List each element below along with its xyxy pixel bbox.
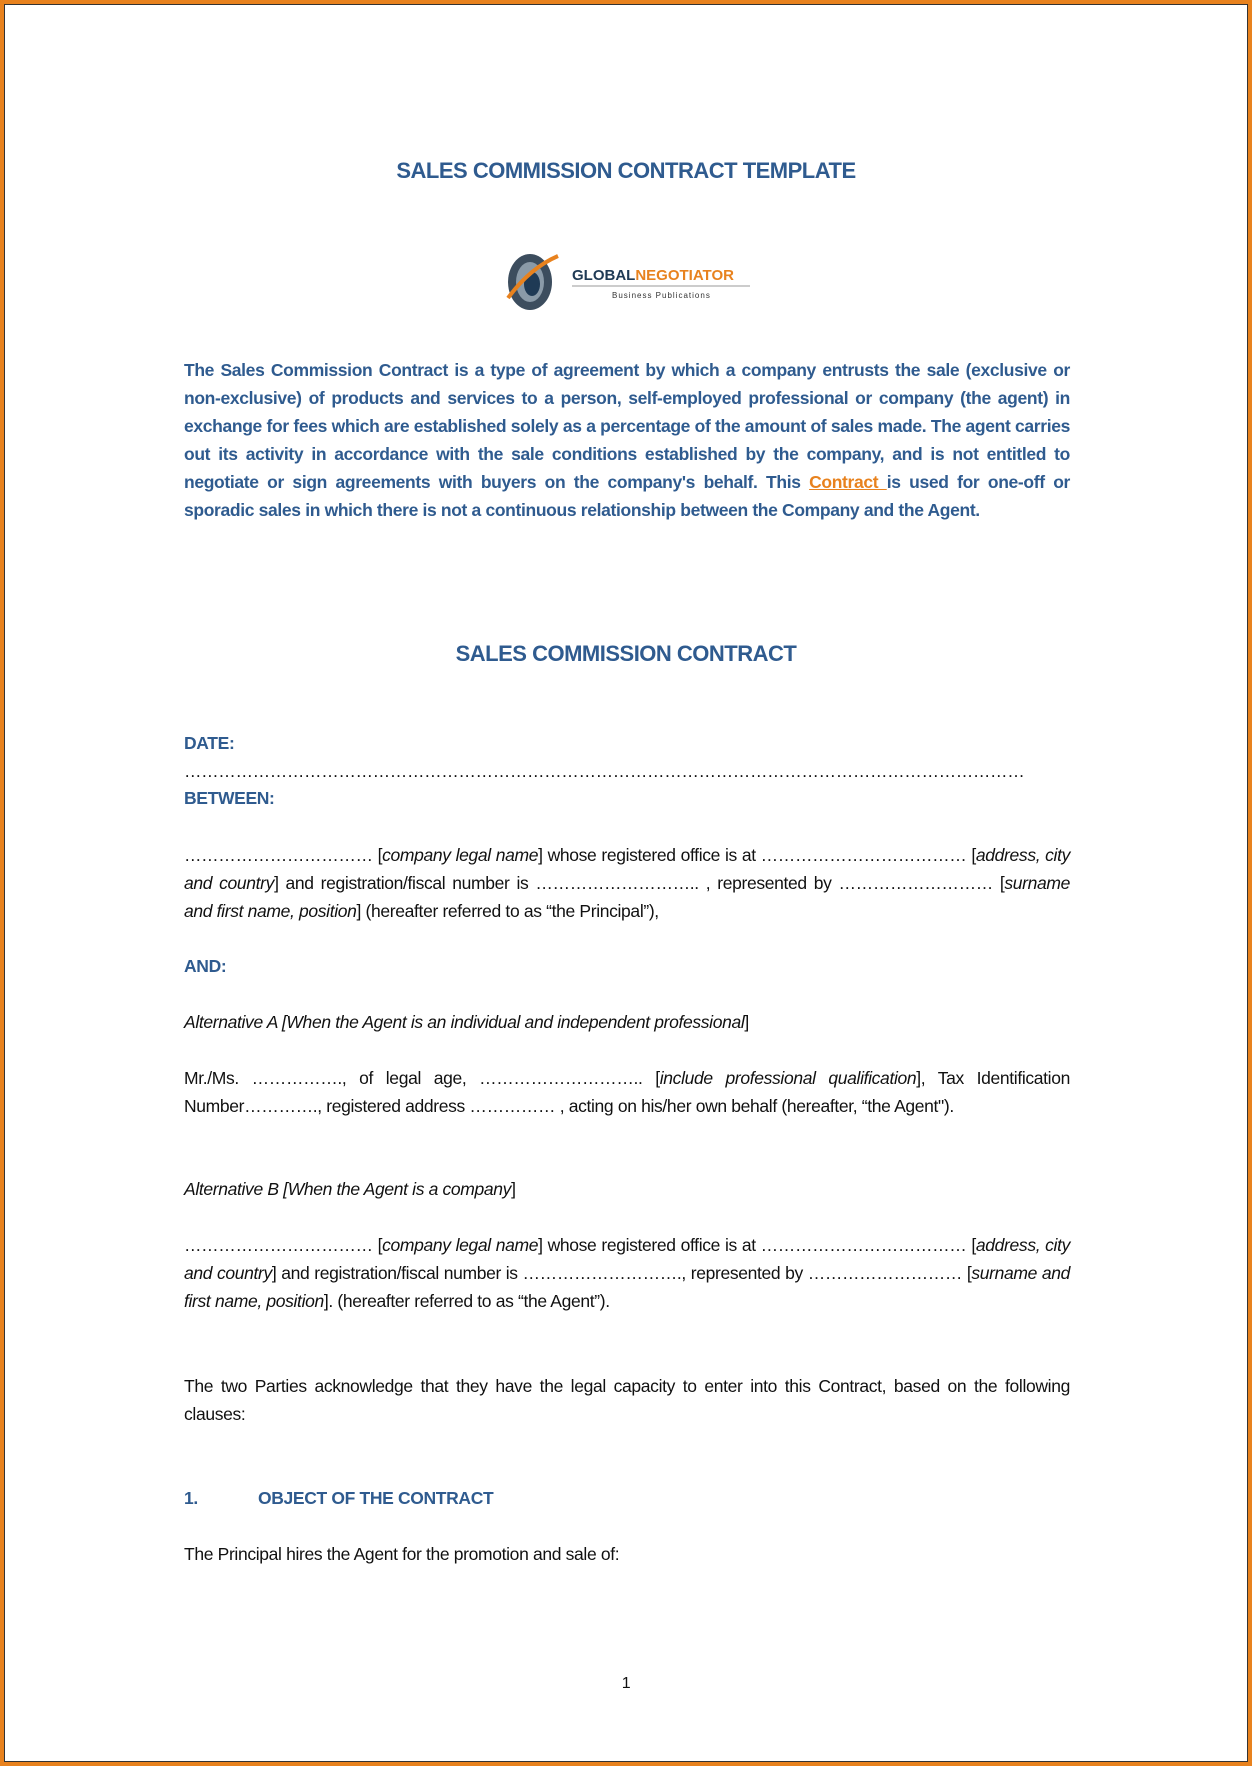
section-number: 1. [184, 1488, 198, 1508]
document-title: SALES COMMISSION CONTRACT TEMPLATE [396, 158, 856, 183]
section-title: OBJECT OF THE CONTRACT [258, 1488, 494, 1508]
object-text: The Principal hires the Agent for the promotion and sale of: [184, 1544, 620, 1564]
contract-link[interactable]: Contract [809, 472, 887, 492]
date-label: DATE: [184, 733, 235, 753]
page-number: 1 [621, 1675, 631, 1692]
intro-paragraph [184, 356, 1070, 524]
alternative-a: Alternative A [When the Agent is an individual and independent professional] [184, 1012, 749, 1032]
and-label: AND: [184, 956, 227, 976]
between-label: BETWEEN: [184, 788, 275, 808]
alternative-b: Alternative B [When the Agent is a company] [184, 1179, 516, 1199]
date-field: ………………………………………………………………………………………………………………………………… [184, 761, 1025, 781]
globe-logo-icon [500, 248, 760, 312]
agent-b-paragraph: …………………………… [company legal name] whose registered office is at ……………………………… [address, city and country] and registration/fiscal number is ………………………., represented by ……………………… [surname and first name, position]. (hereafter referred to as “the Agent”). [184, 1235, 1071, 1311]
principal-paragraph: …………………………… [company legal name] whose registered office is at ……………………………… [address, city and country] and registration/fiscal number is ……………………….. , represented by ……………………… [surname and first name, position] (hereafter referred to as “the Principal”), [184, 845, 1071, 921]
svg-text:GLOBALNEGOTIATOR: GLOBALNEGOTIATOR [572, 267, 734, 284]
globalnegotiator-logo [500, 248, 760, 312]
svg-text:Business Publications: Business Publications [612, 291, 711, 300]
intro-text: The Sales Commission Contract is a type of agreement by which a company entrusts the sale (exclusive or non-exclusive) of products and services to a person, self-employed professional or company (the agent) in exchange for fees which are established solely as a percentage of the amount of sales made. The agent carries out its activity in accordance with the sale conditions established by the company, and is not entitled to negotiate or sign agreements with buyers on the company's behalf. This [184, 360, 1070, 492]
agent-a-paragraph: Mr./Ms. ……………., of legal age, ……………………….. [include professional qualification], Tax Identification Number…………., registered address …………… , acting on his/her own behalf (hereafter, “the Agent"). [184, 1068, 1070, 1116]
date-line [184, 729, 1070, 785]
section-1-heading [184, 1484, 1070, 1512]
contract-heading: SALES COMMISSION CONTRACT [455, 641, 797, 666]
intro-text-end: is used for one-off or sporadic sales in which there is not a continuous relationship between the Company and the Agent. [184, 472, 1070, 520]
capacity-paragraph: The two Parties acknowledge that they have the legal capacity to enter into this Contract, based on the following clauses: [184, 1376, 1070, 1424]
